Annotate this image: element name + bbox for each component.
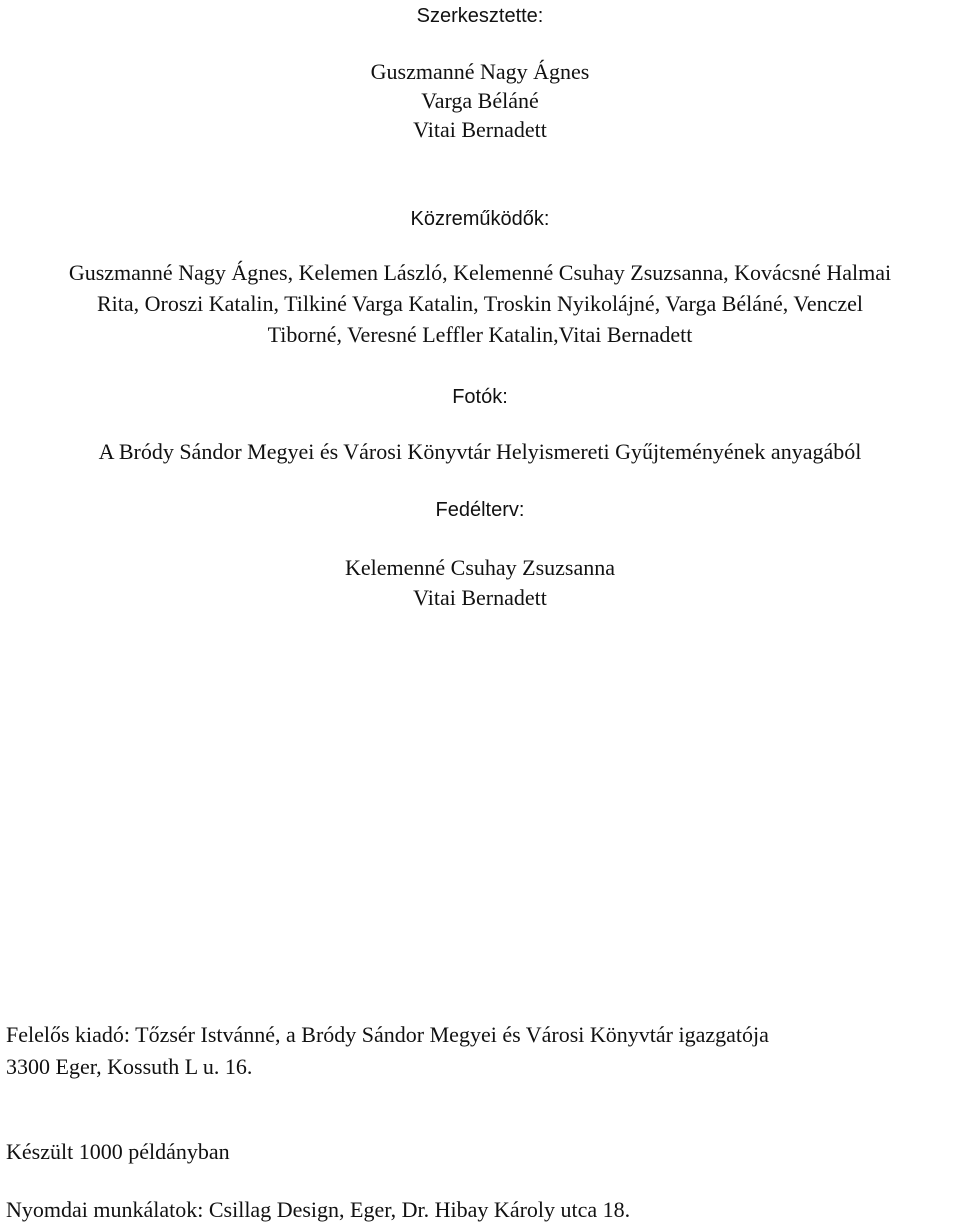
printing-credit: Nyomdai munkálatok: Csillag Design, Eger, Dr. Hibay Károly utca 18. bbox=[6, 1197, 631, 1222]
publisher-address: 3300 Eger, Kossuth L u. 16. bbox=[6, 1054, 253, 1079]
editor-name: Guszmanné Nagy Ágnes bbox=[370, 59, 590, 84]
cover-designer-name: Vitai Bernadett bbox=[413, 585, 547, 610]
contributors-line: Guszmanné Nagy Ágnes, Kelemen László, Kelemenné Csuhay Zsuzsanna, Kovácsné Halmai bbox=[68, 260, 892, 285]
contributors-line: Rita, Oroszi Katalin, Tilkiné Varga Katalin, Troskin Nyikolájné, Varga Béláné, Venczel bbox=[96, 291, 864, 316]
print-run: Készült 1000 példányban bbox=[6, 1139, 230, 1164]
cover-designer-name: Kelemenné Csuhay Zsuzsanna bbox=[344, 555, 616, 580]
photos-text: A Bródy Sándor Megyei és Városi Könyvtár Helyismereti Gyűjteményének anyagából bbox=[98, 439, 862, 464]
contributors-heading: Közreműködők: bbox=[410, 208, 550, 230]
edited-by-heading: Szerkesztette: bbox=[416, 5, 544, 27]
contributors-line: Tiborné, Veresné Leffler Katalin,Vitai Bernadett bbox=[267, 322, 693, 347]
editor-name: Varga Béláné bbox=[421, 88, 539, 113]
cover-design-heading: Fedélterv: bbox=[435, 499, 525, 521]
photos-heading: Fotók: bbox=[452, 386, 508, 408]
publisher-line: Felelős kiadó: Tőzsér Istvánné, a Bródy Sándor Megyei és Városi Könyvtár igazgatója bbox=[6, 1022, 769, 1047]
editor-name: Vitai Bernadett bbox=[413, 117, 547, 142]
